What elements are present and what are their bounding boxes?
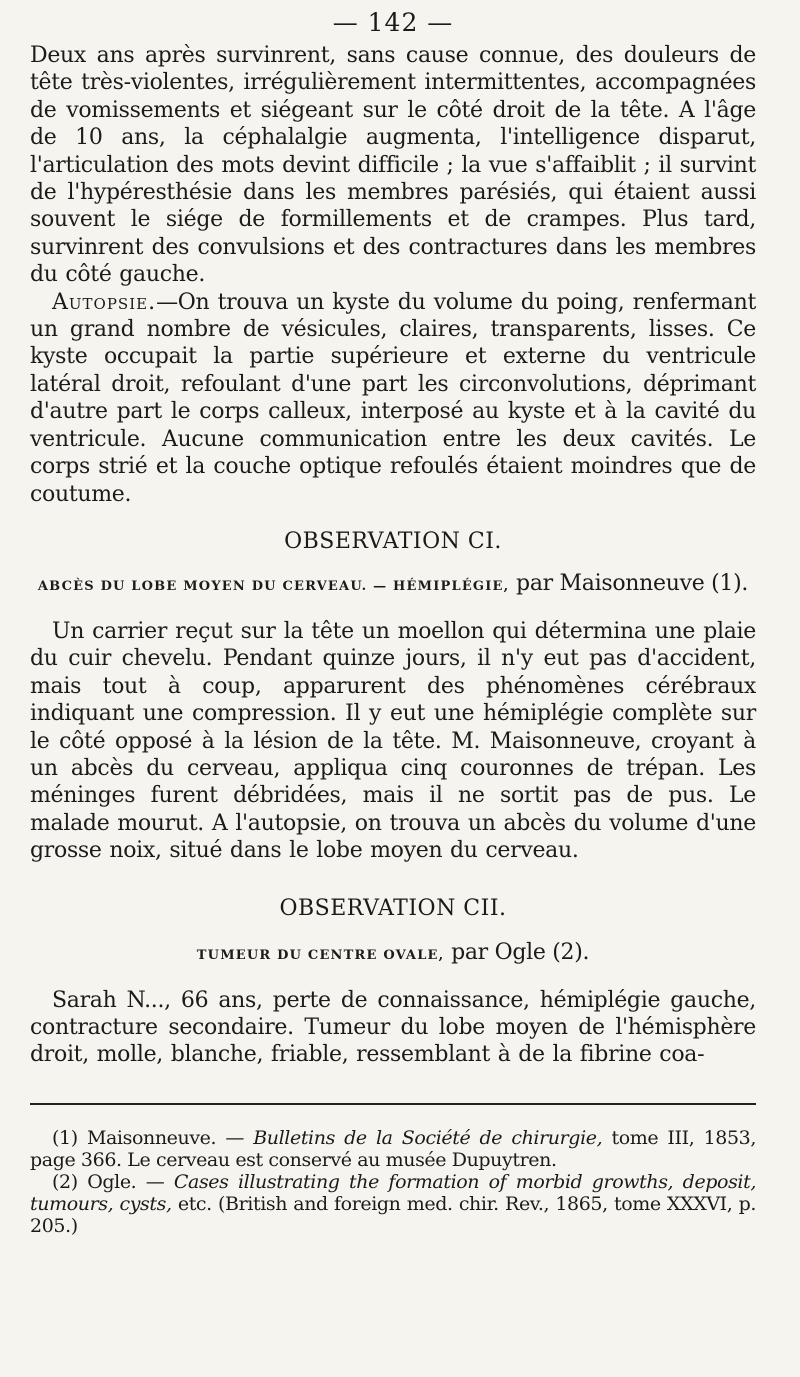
paragraph-symptoms: Deux ans après survinrent, sans cause connue, des douleurs de tête très-violentes, irrégulièrement intermittentes, accompagnées de vomissements et siégeant sur le côté droit de la tête. A l'âge de 10 ans, la céphalalgie augmenta, l'intelligence disparut, l'articulation des mots devint difficile ; la vue s'affaiblit ; il survint de l'hypéresthésie dans les membres parésiés, qui étaient aussi souvent le siége de formillements et de crampes. Plus tard, survinrent des convulsions et des contractures dans les membres du côté gauche. xyxy=(30,43,756,288)
footnote-2: (2) Ogle. — Cases illustrating the formation of morbid growths, deposit, tumours, cysts, etc. (British and foreign med. chir. Rev., 1865, tome XXXVI, p. 205.) xyxy=(30,1170,757,1237)
footnotes xyxy=(30,1127,756,1237)
paragraph-autopsy xyxy=(30,289,756,508)
observation-ci-subtitle-caps: ABCÈS DU LOBE MOYEN DU CERVEAU. — HÉMIPLÉGIE, xyxy=(37,578,510,594)
page-number: — 142 — xyxy=(332,8,454,37)
observation-ci-subtitle xyxy=(30,570,756,600)
observation-ci-text: Un carrier reçut sur la tête un moellon qui détermina une plaie du cuir chevelu. Pendant quinze jours, il n'y eut pas d'accident, mais tout à coup, apparurent des phénomènes cérébraux indiquant une compression. Il y eut une hémiplégie complète sur le côté opposé à la lésion de la tête. M. Maisonneuve, croyant à un abcès du cerveau, appliqua cinq couronnes de trépan. Les méninges furent débridées, mais il ne sortit pas de pus. Le malade mourut. A l'autopsie, on trouva un abcès du volume d'une grosse noix, situé dans le lobe moyen du cerveau. xyxy=(30,618,756,864)
observation-cii-subtitle-author: par Ogle (2). xyxy=(444,939,590,965)
observation-ci-title: OBSERVATION CI. xyxy=(284,528,502,554)
footnote-1: (1) Maisonneuve. — Bulletins de la Société de chirurgie, tome III, 1853, page 366. Le cerveau est conservé au musée Dupuytren. xyxy=(30,1126,756,1171)
observation-cii-title: OBSERVATION CII. xyxy=(279,895,507,921)
observation-ci-subtitle-author: par Maisonneuve (1). xyxy=(509,570,749,596)
observation-cii-subtitle-caps: TUMEUR DU CENTRE OVALE, xyxy=(196,947,445,963)
observation-cii-subtitle xyxy=(30,939,756,969)
autopsy-text: —On trouva un kyste du volume du poing, renfermant un grand nombre de vésicules, claires, transparents, lisses. Ce kyste occupait la partie supérieure et externe du ventricule latéral droit, refoulant d'une part les circonvolutions, déprimant d'autre part le corps calleux, interposé au kyste et à la cavité du ventricule. Aucune communication entre les deux cavités. Le corps strié et la couche optique refoulés étaient moindres que de coutume. xyxy=(30,289,756,507)
autopsy-label: Autopsie. xyxy=(52,289,157,315)
observation-cii-text: Sarah N..., 66 ans, perte de connaissance, hémiplégie gauche, contracture secondaire. Tumeur du lobe moyen de l'hémisphère droit, molle, blanche, friable, ressemblant à de la fibrine coa- xyxy=(30,987,756,1068)
